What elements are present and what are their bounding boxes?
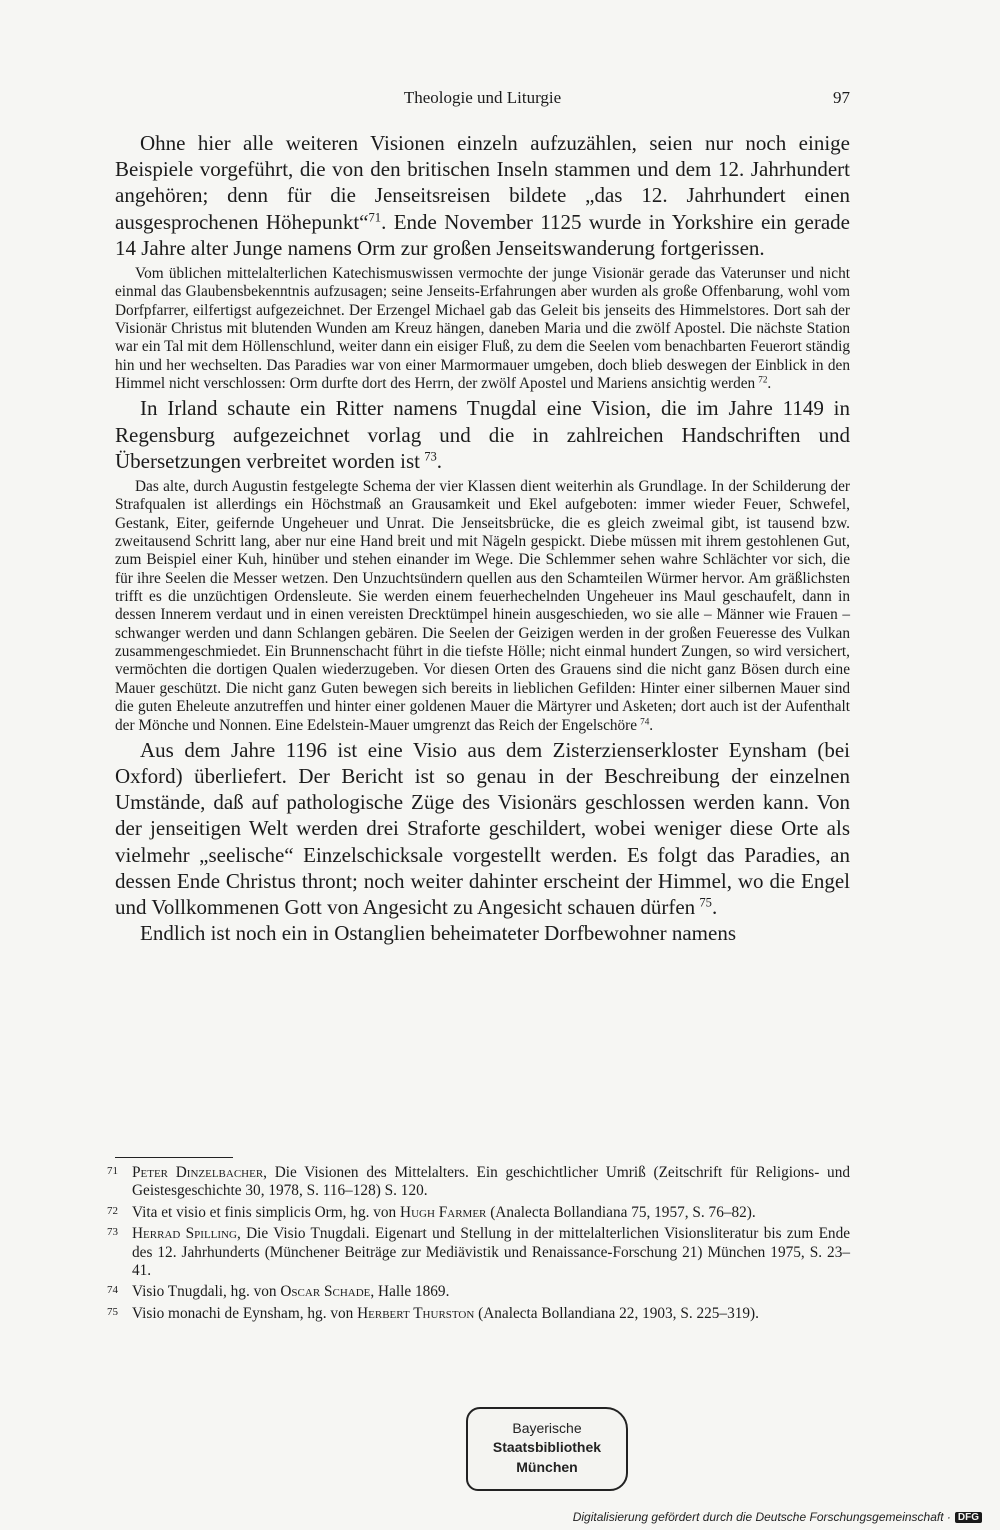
footnote-73 xyxy=(107,1225,851,1280)
footnote-ref-73[interactable]: 73 xyxy=(424,449,437,464)
page-number: 97 xyxy=(833,88,850,107)
paragraph-1 xyxy=(115,130,850,261)
library-stamp xyxy=(466,1407,628,1491)
paragraph-3-end: . xyxy=(711,895,718,920)
paragraph-2-text: In Irland schaute ein Ritter namens Tnugdal eine Vision, die im Jahre 1149 in Regensburg aufgezeichnet vorlag und die in zahlreichen Handschriften und Übersetzungen verbreitet worden ist xyxy=(115,396,850,473)
credit-text: Digitalisierung gefördert durch die Deutsche Forschungsgemeinschaft · xyxy=(572,1510,951,1524)
footnote-prefix: Vita et visio et finis simplicis Orm, hg. von xyxy=(132,1203,401,1221)
stamp-line-1: Bayerische xyxy=(512,1420,582,1436)
footnote-71 xyxy=(107,1164,850,1201)
paragraph-1-end: . Ende November 1125 wurde in Yorkshire ein gerade 14 Jahre alter Junge namens Orm zur großen Jenseitswanderung fortgerissen. xyxy=(115,209,850,260)
footnote-number: 72 xyxy=(107,1204,118,1217)
footnote-text: , Halle 1869. xyxy=(370,1283,450,1301)
stamp-line-2: Staatsbibliothek xyxy=(492,1439,602,1455)
digitization-credit xyxy=(573,1510,982,1524)
footnote-74 xyxy=(107,1283,850,1301)
stamp-line-3: München xyxy=(516,1459,578,1475)
footnote-number: 75 xyxy=(107,1305,118,1318)
block-quote-tnugdal-end: . xyxy=(649,716,654,734)
paragraph-3 xyxy=(115,737,850,920)
running-head: Theologie und Liturgie xyxy=(403,88,562,107)
footnote-author: Herrad Spilling xyxy=(132,1225,237,1243)
footnote-75 xyxy=(107,1304,850,1323)
footnote-number: 73 xyxy=(107,1226,118,1239)
paragraph-2-end: . xyxy=(436,448,443,473)
footnote-72 xyxy=(107,1203,850,1222)
footnote-text: (Analecta Bollandiana 22, 1903, S. 225–319). xyxy=(474,1304,759,1322)
paragraph-1-text: Ohne hier alle weiteren Visionen einzeln aufzuzählen, seien nur noch einige Beispiele vorgeführt, die von den britischen Inseln stammen und dem 12. Jahrhundert angehören; denn für die Jenseitsreisen bildete „das 12. Jahrhundert einen ausgesprochenen Höhepunkt“ xyxy=(115,131,850,234)
footnote-prefix: Visio Tnugdali, hg. von xyxy=(132,1283,281,1301)
footnote-author: Oscar Schade xyxy=(280,1283,371,1301)
main-text xyxy=(115,130,850,946)
footnote-text: , Die Visionen des Mittelalters. Ein geschichtlicher Umriß (Zeitschrift für Religions- und Geistesgeschichte 30, 1978, S. 116–128) S. 120. xyxy=(132,1164,850,1200)
paragraph-2 xyxy=(115,395,850,474)
footnote-ref-71[interactable]: 71 xyxy=(368,210,382,225)
paragraph-3-text: Aus dem Jahre 1196 ist eine Visio aus dem Zisterzienserkloster Eynsham (bei Oxford) überliefert. Der Bericht ist so genau in der Beschreibung der einzelnen Umstände, daß auf pathologische Züge des Visionärs geschlossen werden kann. Von der jenseitigen Welt werden drei Straforte geschildert, wobei weniger diese Orte als vielmehr „seelische“ Einzelschicksale vorgestellt werden. Es folgt das Paradies, an dessen Ende Christus thront; noch weiter dahinter erscheint der Himmel, wo die Engel und Vollkommenen Gott von Angesicht zu Angesicht schauen dürfen xyxy=(115,737,850,920)
footnote-author: Hugh Farmer xyxy=(400,1203,487,1221)
footnote-text: , Die Visio Tnugdali. Eigenart und Stellung in der mittelalterlichen Visionsliteratur bis zum Ende des 12. Jahrhunderts (Münchener Beiträge zur Mediävistik und Renaissance-Forschung 21) München 1975, S. 23–41. xyxy=(132,1225,851,1280)
footnote-number: 74 xyxy=(107,1284,118,1297)
block-quote-orm xyxy=(115,265,850,393)
page-header xyxy=(115,88,850,114)
footnote-ref-72[interactable]: 72 xyxy=(758,374,768,385)
block-quote-tnugdal xyxy=(115,478,850,735)
footnote-divider xyxy=(115,1157,233,1158)
footnote-text: (Analecta Bollandiana 75, 1957, S. 76–82). xyxy=(486,1203,756,1221)
block-quote-orm-end: . xyxy=(767,375,772,393)
footnote-number: 71 xyxy=(107,1165,118,1177)
footnote-author: Peter Dinzelbacher xyxy=(132,1164,264,1181)
footnote-ref-75[interactable]: 75 xyxy=(699,895,712,910)
paragraph-4: Endlich ist noch ein in Ostanglien beheimateter Dorfbewohner namens xyxy=(140,921,736,946)
footnote-ref-74[interactable]: 74 xyxy=(640,716,650,726)
footnote-prefix: Visio monachi de Eynsham, hg. von xyxy=(132,1304,358,1322)
footnote-author: Herbert Thurston xyxy=(357,1304,475,1322)
dfg-logo-icon: DFG xyxy=(955,1512,982,1523)
footnotes xyxy=(107,1164,851,1326)
block-quote-orm-text: Vom üblichen mittelalterlichen Katechismuswissen vermochte der junge Visionär gerade das Vaterunser und nicht einmal das Glaubensbekenntnis aufzusagen; seine Jenseits-Erfahrungen aber wurden als große Offenbarung, wohl vom Dorfpfarrer, eilfertigst aufgezeichnet. Der Erzengel Michael gab das Geleit bis jenseits des Himmelstores. Dort sah der Visionär Christus mit blutenden Wunden am Kreuz hängen, daneben Maria und die zwölf Apostel. Die nächste Station war ein Tal mit dem Höllenschlund, weiter dann ein eisiger Fluß, zu dem die Seelen vom benachbarten Feuerort ständig hin und her wechselten. Das Paradies war von einer Marmormauer umgeben, doch blieb deswegen der Einblick in den Himmel nicht verschlossen: Orm durfte dort des Herrn, der zwölf Apostel und Mariens ansichtig werden xyxy=(115,265,850,393)
block-quote-tnugdal-text: Das alte, durch Augustin festgelegte Schema der vier Klassen dient weiterhin als Grundlage. In der Schilderung der Strafqualen ist allerdings ein Höchstmaß an Grausamkeit und Ekel aufgeboten: immer wieder Feuer, Schwefel, Gestank, Eiter, geifernde Ungeheuer und Unrat. Die Jenseitsbrücke, die es gleich zweimal gibt, ist tausend bzw. zweitausend Schritt lang, aber nur eine Hand breit und mit Nägeln gespickt. Diebe müssen mit ihrem gestohlenen Gut, zum Beispiel einer Kuh, hinüber und stehen einander im Wege. Die Schlemmer sehen wahre Schlächter vor sich, die für ihre Seelen die Messer wetzen. Den Unzuchtsündern quellen aus den Schamteilen Würmer hervor. Am gräßlichsten trifft es die unzüchtigen Ordensleute. Sie werden einem feuerhechelnden Ungeheuer ins Maul geschaufelt, dann in dessen Innerem verdaut und in einen vereisten Drecktümpel hinein ausgeschieden, wo sie alle – Männer wie Frauen – schwanger werden und dann Schlangen gebären. Die Seelen der Geizigen werden in der großen Feueresse des Vulkan zusammengeschmiedet. Ein Brunnenschacht führt in die tiefste Hölle; nicht einmal hundert Zungen, so wird versichert, vermöchten die dortigen Qualen wiederzugeben. Vor diesen Orten des Grauens sind die nicht ganz Bösen durch eine Mauer geschützt. Die nicht ganz Guten bewegen sich bereits in lieblichen Gefilden: Hinter einer silbernen Mauer sind die guten Eheleute anzutreffen und hinter einer goldenen Mauer die Märtyrer und Asketen; dort auch ist der Aufenthalt der Mönche und Nonnen. Eine Edelstein-Mauer umgrenzt das Reich der Engelschöre xyxy=(115,478,850,734)
